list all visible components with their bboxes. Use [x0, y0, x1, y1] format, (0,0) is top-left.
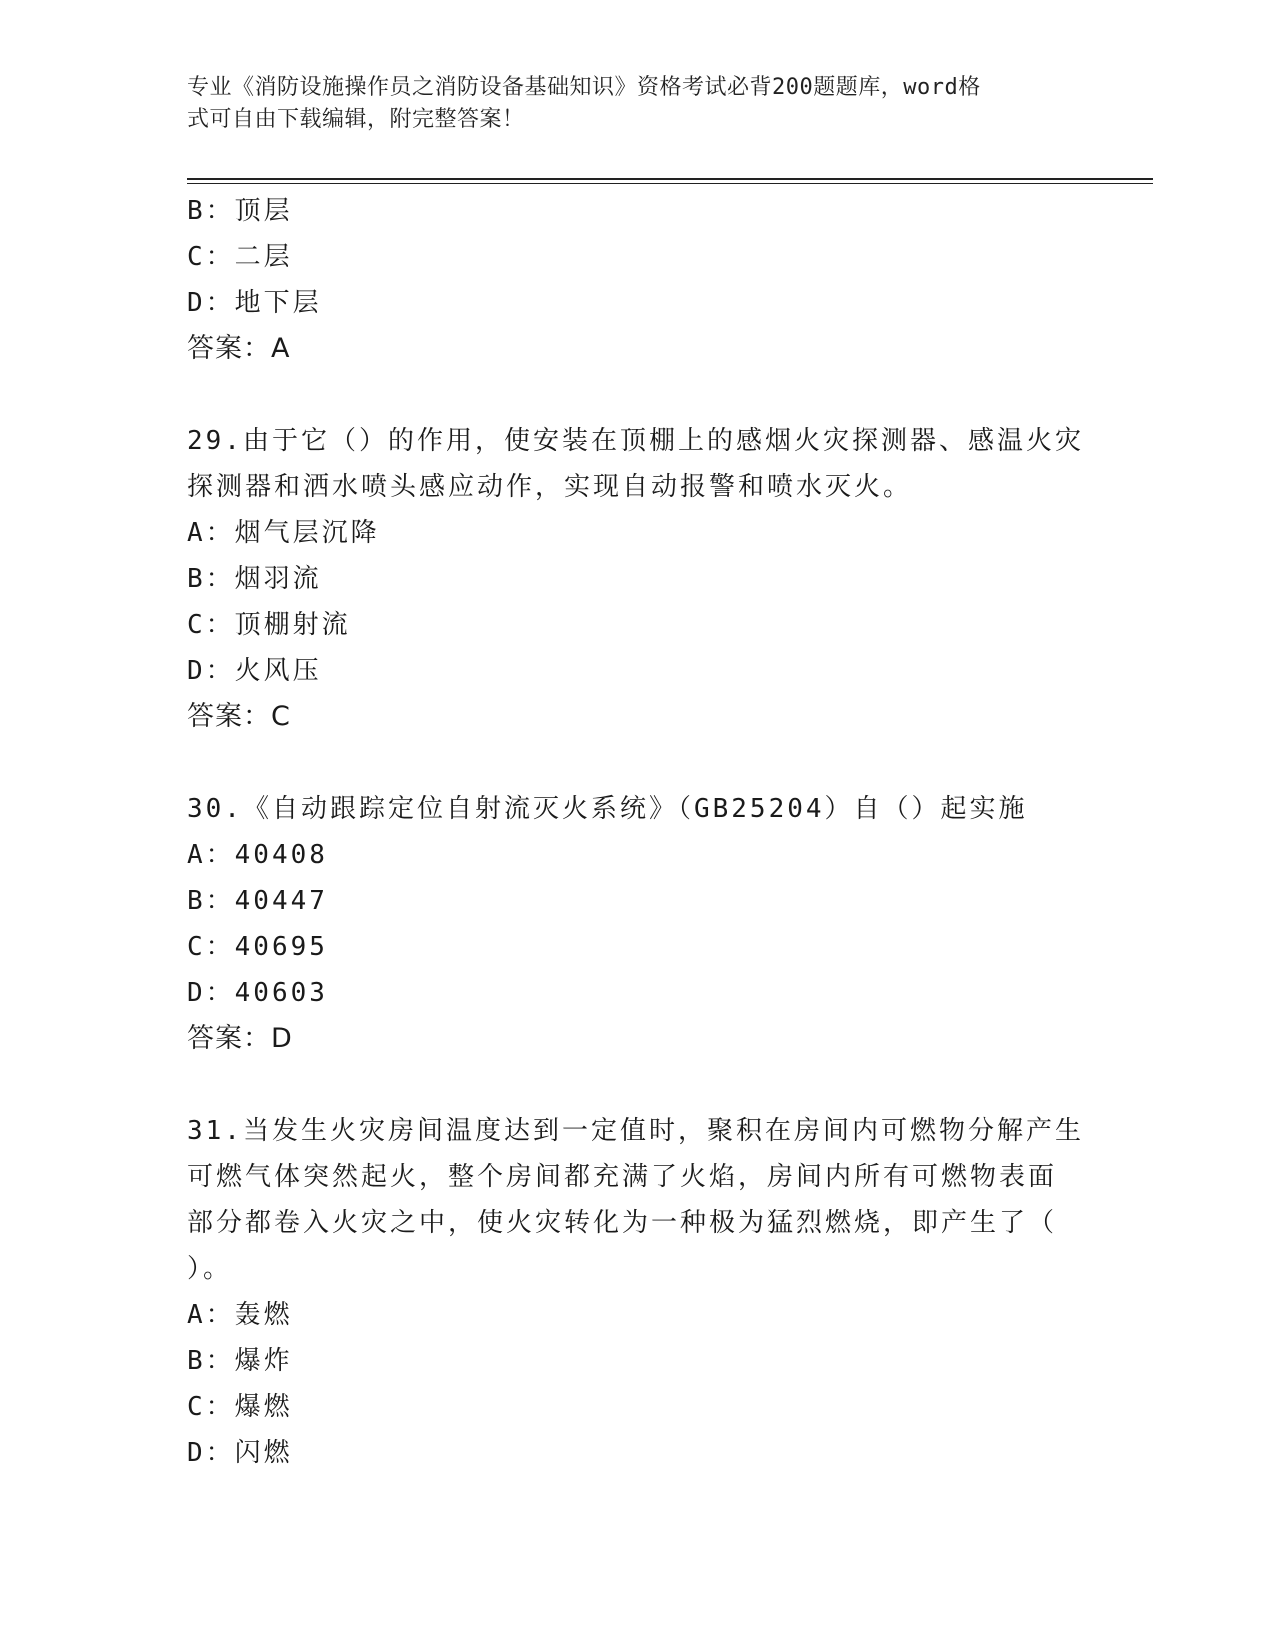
question-line: 可燃气体突然起火，整个房间都充满了火焰，房间内所有可燃物表面 — [187, 1162, 1058, 1192]
option-d: D：火风压 — [187, 656, 322, 686]
question-text — [187, 786, 1087, 832]
question-line: 探测器和洒水喷头感应动作，实现自动报警和喷水灭火。 — [187, 472, 913, 502]
answer: 答案：C — [187, 701, 291, 732]
question-list — [187, 188, 1087, 1476]
option-a: A：轰燃 — [187, 1300, 293, 1330]
header-divider-thin — [187, 183, 1153, 184]
option-c: C：顶棚射流 — [187, 610, 351, 640]
option-b: B：烟羽流 — [187, 564, 322, 594]
spacer — [187, 740, 1087, 786]
option-c: C：40695 — [187, 932, 328, 962]
option-c: C：爆燃 — [187, 1392, 293, 1422]
question-30 — [187, 786, 1087, 1062]
header-line: 式可自由下载编辑，附完整答案！ — [187, 107, 525, 132]
question-line: ）。 — [187, 1254, 233, 1284]
option-a: A：40408 — [187, 840, 328, 870]
question-line: 30.《自动跟踪定位自射流灭火系统》（GB25204）自（）起实施 — [187, 794, 1028, 824]
question-28-partial — [187, 188, 1087, 372]
document-header — [187, 72, 1067, 136]
option-b: B：爆炸 — [187, 1346, 293, 1376]
option-b: B：顶层 — [187, 196, 293, 226]
question-text — [187, 1108, 1087, 1292]
option-a: A：烟气层沉降 — [187, 518, 380, 548]
question-line: 部分都卷入火灾之中，使火灾转化为一种极为猛烈燃烧，即产生了（ — [187, 1208, 1058, 1238]
option-d: D：地下层 — [187, 288, 322, 318]
question-29 — [187, 418, 1087, 740]
question-text — [187, 418, 1087, 510]
spacer — [187, 1062, 1087, 1108]
answer: 答案：A — [187, 333, 291, 364]
question-31 — [187, 1108, 1087, 1476]
option-d: D：40603 — [187, 978, 328, 1008]
answer: 答案：D — [187, 1023, 293, 1054]
option-d: D：闪燃 — [187, 1438, 293, 1468]
question-line: 31.当发生火灾房间温度达到一定值时，聚积在房间内可燃物分解产生 — [187, 1116, 1084, 1146]
option-b: B：40447 — [187, 886, 328, 916]
spacer — [187, 372, 1087, 418]
header-line: 专业《消防设施操作员之消防设备基础知识》资格考试必背200题题库，word格 — [187, 75, 981, 100]
option-c: C：二层 — [187, 242, 293, 272]
header-divider-thick — [187, 178, 1153, 180]
question-line: 29.由于它（）的作用，使安装在顶棚上的感烟火灾探测器、感温火灾 — [187, 426, 1084, 456]
